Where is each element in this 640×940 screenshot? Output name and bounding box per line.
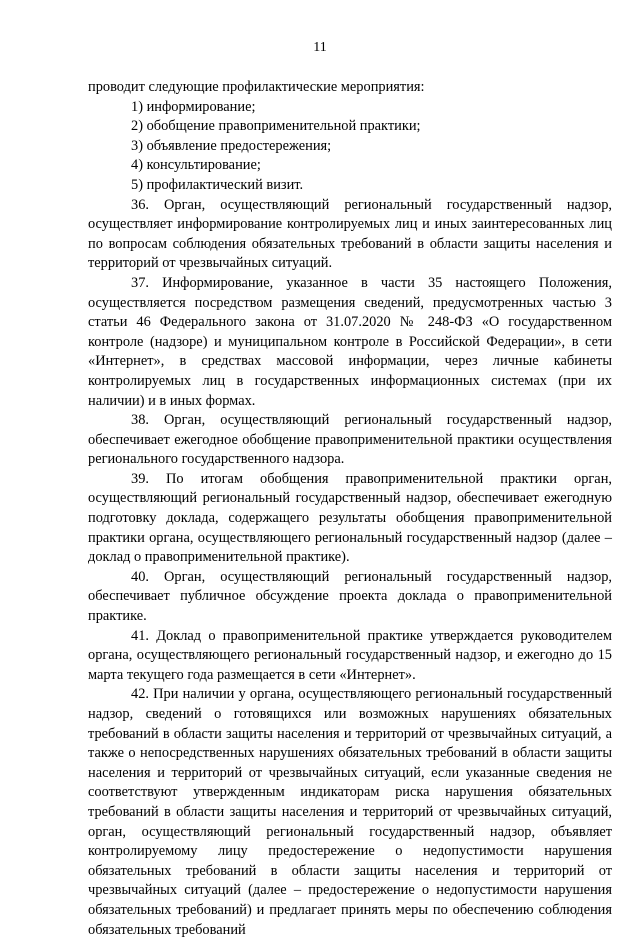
list-item: 5) профилактический визит. [131,176,304,193]
paragraph-41: 41. Доклад о правоприменительной практике утверждается руководителем органа, осуществляющего региональный государственный надзор, и ежегодно до 15 марта текущего года размещается в сети «Интернет». [88,627,612,683]
paragraph-40: 40. Орган, осуществляющий региональный государственный надзор, обеспечивает публичное обсуждение проекта доклада о правоприменительной практике. [88,568,612,625]
list-item: 3) объявление предостережения; [131,137,332,154]
paragraph-38: 38. Орган, осуществляющий региональный государственный надзор, обеспечивает ежегодное обобщение правоприменительной практики осуществления регионального государственного надзора. [88,412,612,468]
paragraph-42: 42. При наличии у органа, осуществляющего региональный государственный надзор, сведений о готовящихся или возможных нарушениях обязательных требований в области защиты населения и территорий от чрезвычайных ситуаций, а также о непосредственных нарушениях обязательных требований в области защиты населения и территорий от чрезвычайных ситуаций, если указанные сведения не соответствуют утвержденным индикаторам риска нарушения обязательных требований в области защиты населения и территорий от чрезвычайных ситуаций, орган, осуществляющий региональный государственный надзор, объявляет контролируемому лицу предостережение о недопустимости нарушения обязательных требований в области защиты населения и территорий от чрезвычайных ситуаций (далее – предостережение о недопустимости нарушения обязательных требований) и предлагает принять меры по обеспечению соблюдения обязательных требований [88,686,612,938]
list-item: 4) консультирование; [131,157,261,174]
paragraph-36: 36. Орган, осуществляющий региональный государственный надзор, осуществляет информирование контролируемых лиц и иных заинтересованных лиц по вопросам соблюдения обязательных требований в области защиты населения и территорий от чрезвычайных ситуаций. [88,196,612,272]
document-body [88,78,612,940]
list-item: 2) обобщение правоприменительной практики; [131,118,421,135]
list-item: 1) информирование; [131,98,256,115]
paragraph-37: 37. Информирование, указанное в части 35 настоящего Положения, осуществляется посредством размещения сведений, предусмотренных частью 3 статьи 46 Федерального закона от 31.07.2020 № 248-ФЗ «О государственном контроле (надзоре) и муниципальном контроле в Российской Федерации», в сети «Интернет», в средствах массовой информации, через личные кабинеты контролируемых лиц в государственных информационных системах (при их наличии) и в иных формах. [88,274,612,409]
paragraph-continuation: проводит следующие профилактические мероприятия: [88,79,425,95]
page-number: 11 [313,40,327,55]
paragraph-39: 39. По итогам обобщения правоприменительной практики орган, осуществляющий региональный государственный надзор, обеспечивает ежегодную подготовку доклада, содержащего результаты обобщения правоприменительной практики органа, осуществляющего региональный государственный надзор (далее – доклад о правоприменительной практике). [88,470,612,566]
